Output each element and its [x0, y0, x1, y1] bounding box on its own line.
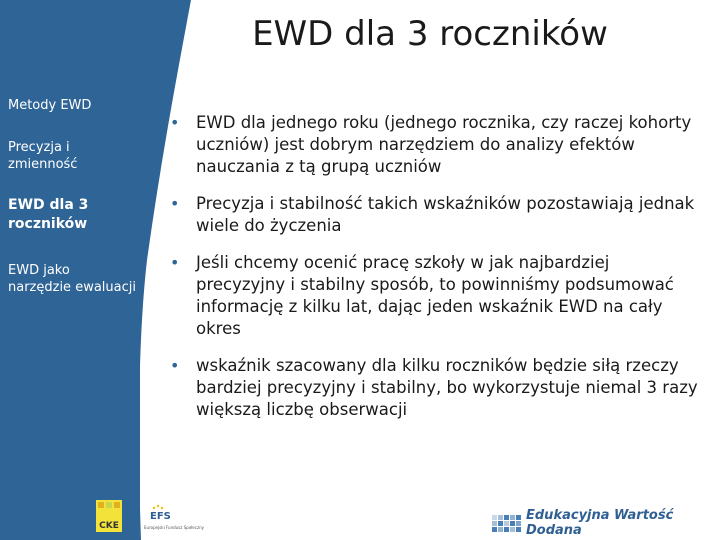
bullet-item [168, 112, 698, 178]
sidebar-item-metody-ewd[interactable]: Metody EWD [8, 98, 92, 113]
bullet-list [168, 112, 698, 436]
sidebar-item-ewd-3-rocznikow[interactable]: EWD dla 3 roczników [8, 197, 89, 232]
bullet-icon: • [170, 113, 180, 132]
bullet-icon: • [170, 356, 180, 375]
ewd-logo-text: Edukacyjna Wartość Dodana [526, 508, 674, 538]
bullet-icon: • [170, 194, 180, 213]
svg-text:EFS: EFS [150, 511, 171, 522]
efs-logo [144, 502, 204, 532]
bullet-text: Jeśli chcemy ocenić pracę szkoły w jak najbardziej precyzyjny i stabilny sposób, to powinniśmy podsumować informację z kilku lat, dając jeden wskaźnik EWD na cały okres [196, 253, 674, 338]
bullet-item [168, 355, 698, 421]
sidebar-item-precyzja[interactable]: Precyzja i zmienność [8, 140, 78, 172]
cke-logo [96, 500, 122, 532]
sidebar-item-ewd-ewaluacja[interactable]: EWD jako narzędzie ewaluacji [8, 263, 136, 295]
ewd-logo-icon [492, 515, 521, 532]
bullet-text: Precyzja i stabilność takich wskaźników pozostawiają jednak wiele do życzenia [196, 194, 695, 235]
ewd-logo [492, 508, 720, 538]
bullet-item [168, 252, 698, 340]
bullet-text: wskaźnik szacowany dla kilku roczników będzie siłą rzeczy bardziej precyzyjny i stabilny, bo wykorzystuje niemal 3 razy większą liczbę obserwacji [196, 356, 698, 419]
bullet-text: EWD dla jednego roku (jednego rocznika, czy raczej kohorty uczniów) jest dobrym narzędziem do analizy efektów nauczania z tą grupą uczniów [196, 113, 692, 176]
bullet-item [168, 193, 698, 237]
svg-text:CKE: CKE [99, 521, 119, 531]
svg-text:Europejski Fundusz Społeczny: Europejski Fundusz Społeczny [144, 525, 204, 530]
bullet-icon: • [170, 253, 180, 272]
slide-title: EWD dla 3 roczników [252, 14, 608, 54]
